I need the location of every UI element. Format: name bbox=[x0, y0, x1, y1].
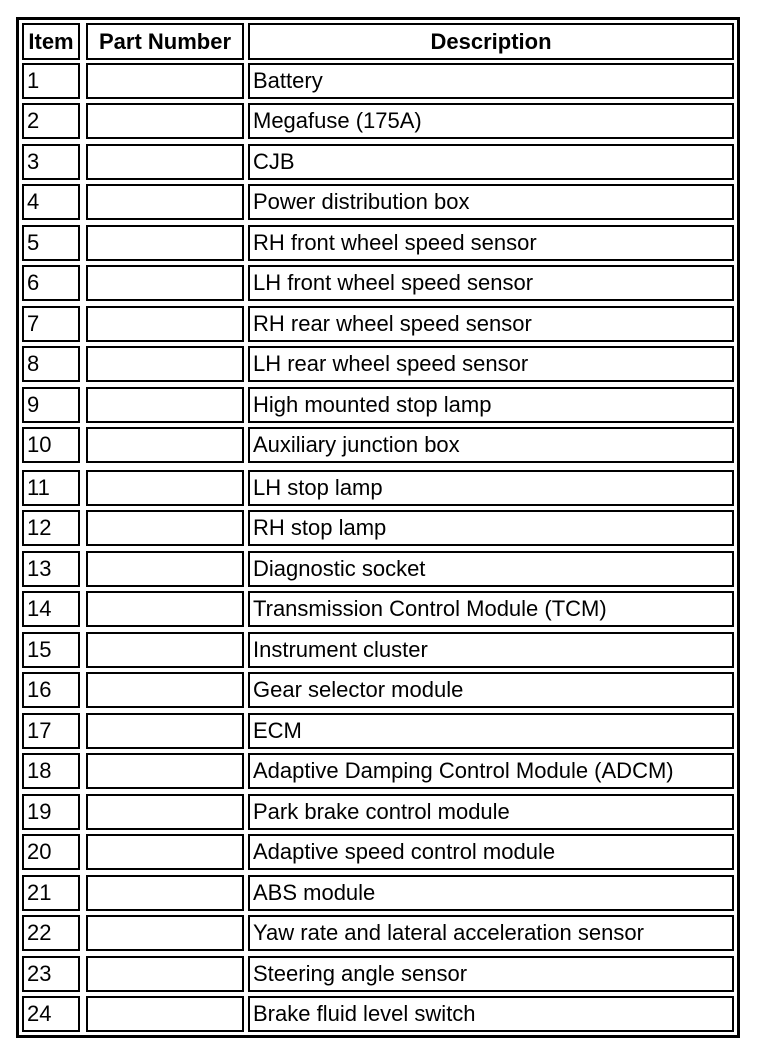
part-number-cell bbox=[86, 834, 244, 870]
part-number-cell bbox=[86, 225, 244, 261]
part-number-cell bbox=[86, 591, 244, 627]
item-number-cell: 7 bbox=[22, 306, 80, 342]
item-number-cell: 8 bbox=[22, 346, 80, 382]
description-cell: Gear selector module bbox=[248, 672, 734, 708]
part-number-cell bbox=[86, 632, 244, 668]
item-number-cell: 17 bbox=[22, 713, 80, 749]
item-number-cell: 18 bbox=[22, 753, 80, 789]
description-cell: ECM bbox=[248, 713, 734, 749]
part-number-cell bbox=[86, 956, 244, 992]
item-number-cell: 22 bbox=[22, 915, 80, 951]
description-cell: Park brake control module bbox=[248, 794, 734, 830]
description-cell: RH stop lamp bbox=[248, 510, 734, 546]
description-cell: Brake fluid level switch bbox=[248, 996, 734, 1032]
description-cell: Auxiliary junction box bbox=[248, 427, 734, 463]
description-cell: Battery bbox=[248, 63, 734, 99]
description-cell: Transmission Control Module (TCM) bbox=[248, 591, 734, 627]
description-cell: Adaptive Damping Control Module (ADCM) bbox=[248, 753, 734, 789]
part-number-cell bbox=[86, 265, 244, 301]
item-number-cell: 19 bbox=[22, 794, 80, 830]
item-number-cell: 21 bbox=[22, 875, 80, 911]
part-number-cell bbox=[86, 510, 244, 546]
item-number-cell: 15 bbox=[22, 632, 80, 668]
description-cell: RH rear wheel speed sensor bbox=[248, 306, 734, 342]
item-number-cell: 4 bbox=[22, 184, 80, 220]
item-number-cell: 24 bbox=[22, 996, 80, 1032]
part-number-cell bbox=[86, 794, 244, 830]
part-number-cell bbox=[86, 63, 244, 99]
part-number-cell bbox=[86, 470, 244, 506]
column-header-description: Description bbox=[248, 23, 734, 60]
part-number-cell bbox=[86, 875, 244, 911]
column-header-part-number: Part Number bbox=[86, 23, 244, 60]
part-number-cell bbox=[86, 103, 244, 139]
item-number-cell: 9 bbox=[22, 387, 80, 423]
part-number-cell bbox=[86, 753, 244, 789]
description-cell: Megafuse (175A) bbox=[248, 103, 734, 139]
description-cell: Diagnostic socket bbox=[248, 551, 734, 587]
description-cell: Steering angle sensor bbox=[248, 956, 734, 992]
part-number-cell bbox=[86, 672, 244, 708]
item-number-cell: 6 bbox=[22, 265, 80, 301]
item-number-cell: 1 bbox=[22, 63, 80, 99]
part-number-cell bbox=[86, 144, 244, 180]
part-number-cell bbox=[86, 915, 244, 951]
item-number-cell: 13 bbox=[22, 551, 80, 587]
description-cell: High mounted stop lamp bbox=[248, 387, 734, 423]
item-number-cell: 12 bbox=[22, 510, 80, 546]
item-number-cell: 20 bbox=[22, 834, 80, 870]
part-number-cell bbox=[86, 427, 244, 463]
description-cell: Adaptive speed control module bbox=[248, 834, 734, 870]
description-cell: Power distribution box bbox=[248, 184, 734, 220]
part-number-cell bbox=[86, 387, 244, 423]
column-header-item: Item bbox=[22, 23, 80, 60]
description-cell: Instrument cluster bbox=[248, 632, 734, 668]
description-cell: ABS module bbox=[248, 875, 734, 911]
item-number-cell: 3 bbox=[22, 144, 80, 180]
item-number-cell: 14 bbox=[22, 591, 80, 627]
item-number-cell: 16 bbox=[22, 672, 80, 708]
description-cell: LH rear wheel speed sensor bbox=[248, 346, 734, 382]
description-cell: Yaw rate and lateral acceleration sensor bbox=[248, 915, 734, 951]
item-number-cell: 5 bbox=[22, 225, 80, 261]
item-number-cell: 11 bbox=[22, 470, 80, 506]
part-number-cell bbox=[86, 996, 244, 1032]
part-number-cell bbox=[86, 346, 244, 382]
description-cell: LH stop lamp bbox=[248, 470, 734, 506]
part-number-cell bbox=[86, 551, 244, 587]
item-number-cell: 10 bbox=[22, 427, 80, 463]
item-number-cell: 23 bbox=[22, 956, 80, 992]
part-number-cell bbox=[86, 713, 244, 749]
item-number-cell: 2 bbox=[22, 103, 80, 139]
part-number-cell bbox=[86, 184, 244, 220]
description-cell: RH front wheel speed sensor bbox=[248, 225, 734, 261]
part-number-cell bbox=[86, 306, 244, 342]
description-cell: LH front wheel speed sensor bbox=[248, 265, 734, 301]
description-cell: CJB bbox=[248, 144, 734, 180]
